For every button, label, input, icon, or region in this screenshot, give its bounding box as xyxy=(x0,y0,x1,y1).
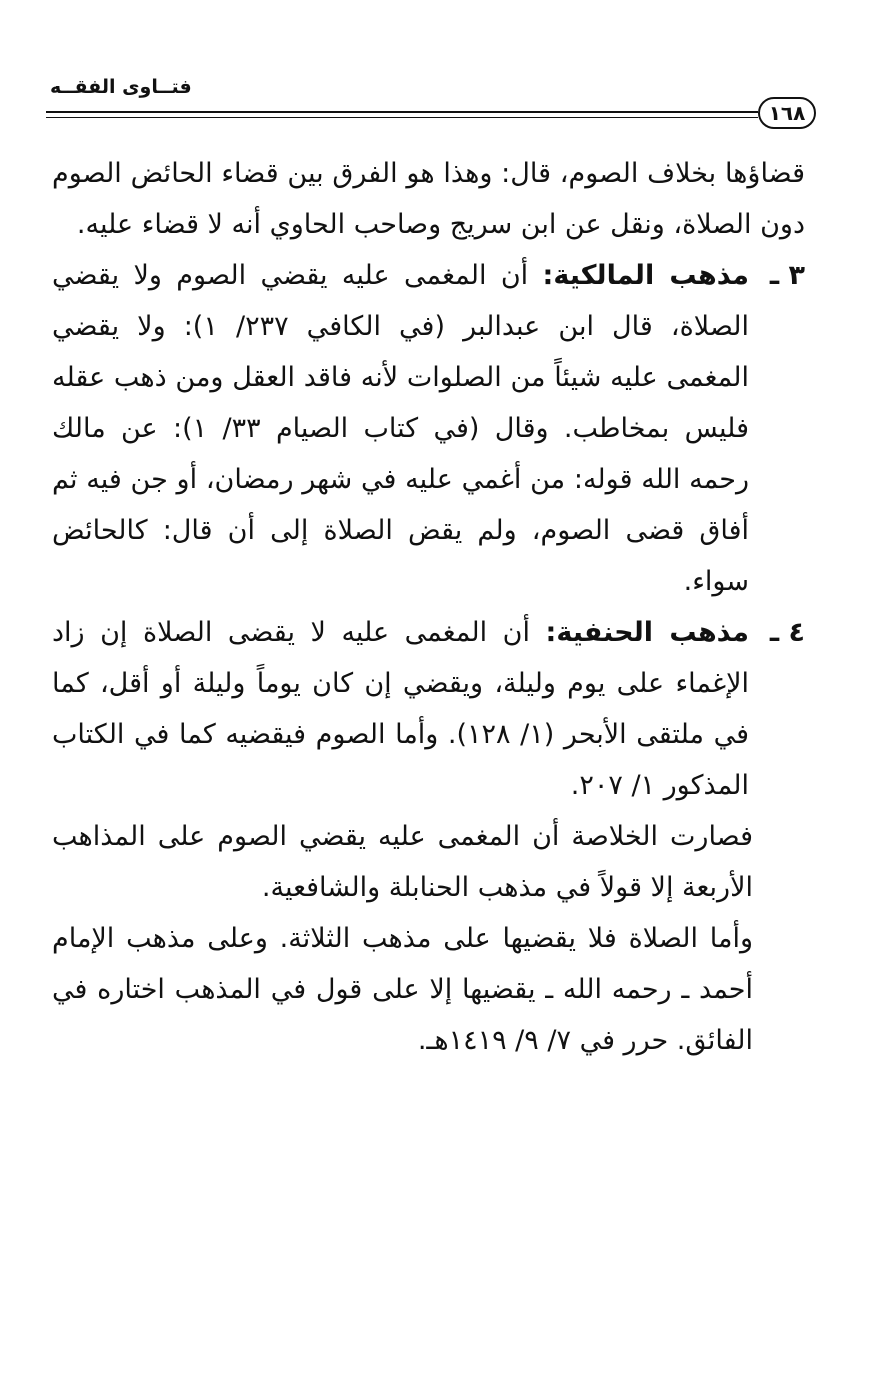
school-heading-hanafi: مذهب الحنفية: xyxy=(545,617,749,648)
header-rule-thin xyxy=(46,117,758,118)
list-marker: ٤ ـ xyxy=(769,617,805,648)
school-heading-maliki: مذهب المالكية: xyxy=(542,260,750,291)
paragraph-summary: فصارت الخلاصة أن المغمى عليه يقضي الصوم على المذاهب الأربعة إلا قولاً في مذهب الحنابلة والشافعية. xyxy=(52,821,753,903)
list-marker: ٣ ـ xyxy=(769,260,805,291)
list-item-text: أن المغمى عليه لا يقضى الصلاة إن زاد الإغماء على يوم وليلة، ويقضي إن كان يوماً وليلة أو أقل، كما في ملتقى الأبحر (١/ ١٢٨). وأما الصوم فيقضيه كما في الكتاب المذكور ١/ ٢٠٧. xyxy=(52,617,749,801)
paragraph-continuation: قضاؤها بخلاف الصوم، قال: وهذا هو الفرق بين قضاء الحائض الصوم دون الصلاة، ونقل عن ابن سريج وصاحب الحاوي أنه لا قضاء عليه. xyxy=(52,158,805,240)
body-text xyxy=(52,148,805,1066)
page-number: ١٦٨ xyxy=(758,97,816,129)
header-rule xyxy=(46,111,758,113)
list-item-text: أن المغمى عليه يقضي الصوم ولا يقضي الصلاة، قال ابن عبدالبر (في الكافي ٢٣٧/ ١): ولا يقضي المغمى عليه شيئاً من الصلوات لأنه فاقد العقل ومن ذهب عقله فليس بمخاطب. وقال (في كتاب الصيام ٣٣/ ١): عن مالك رحمه الله قوله: من أغمي عليه في شهر رمضان، أو جن فيه ثم أفاق قضى الصوم، ولم يقض الصلاة إلى أن قال: كالحائض سواء. xyxy=(52,260,750,597)
running-title: فتــاوى الفقــه xyxy=(50,76,192,98)
paragraph-final: وأما الصلاة فلا يقضيها على مذهب الثلاثة. وعلى مذهب الإمام أحمد ـ رحمه الله ـ يقضيها إلا على قول في المذهب اختاره في الفائق. حرر في ٧/ ٩/ ١٤١٩هـ. xyxy=(52,923,753,1056)
list-item-hanafi xyxy=(52,607,805,811)
list-item-maliki xyxy=(52,250,805,607)
